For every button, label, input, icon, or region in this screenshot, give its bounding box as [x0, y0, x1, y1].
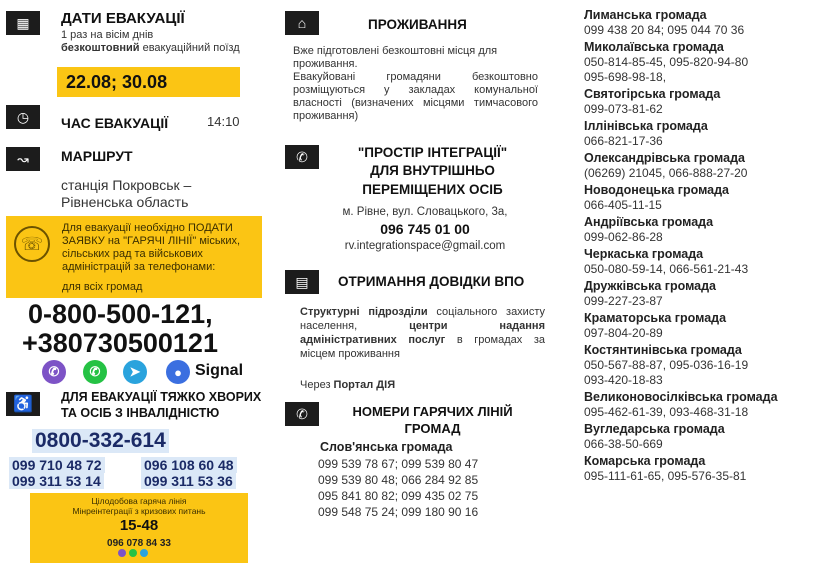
dates-line2-bold: безкоштовний	[61, 42, 140, 54]
housing-title: ПРОЖИВАННЯ	[368, 17, 467, 32]
space-title-1: "ПРОСТІР ІНТЕГРАЦІЇ"	[357, 145, 508, 160]
community-name: Комарська громада	[584, 454, 706, 468]
phone-chat-icon-2: ✆	[285, 402, 319, 426]
portal-line	[300, 379, 395, 392]
community-name: Великоновосілківська громада	[584, 390, 778, 404]
hotline-short: 15-48	[119, 517, 159, 534]
community-phone: 093-420-18-83	[584, 373, 663, 387]
space-title-2: ДЛЯ ВНУТРІШНЬО	[370, 163, 495, 178]
community-phone: (06269) 21045, 066-888-27-20	[584, 166, 748, 180]
operator-icon: ☏	[14, 226, 50, 262]
hotline-app-icons	[118, 549, 158, 559]
time-value: 14:10	[207, 114, 240, 129]
calendar-icon: ▦	[6, 11, 40, 35]
signal-label: Signal	[195, 362, 244, 379]
hot-title-2: ГРОМАД	[404, 421, 461, 436]
dates-line2	[61, 42, 240, 55]
community-phone: 066-821-17-36	[584, 134, 663, 148]
space-email: rv.integrationspace@gmail.com	[344, 240, 506, 252]
community-phone: 050-567-88-87, 095-036-16-19	[584, 358, 749, 372]
disabled-title-1: ДЛЯ ЕВАКУАЦІЇ ТЯЖКО ХВОРИХ	[61, 390, 262, 404]
community-name: Миколаївська громада	[584, 40, 724, 54]
wheelchair-icon: ♿	[6, 392, 40, 416]
vpo-text	[300, 305, 545, 361]
slov-name: Слов'янська громада	[320, 440, 453, 454]
community-name: Лиманська громада	[584, 8, 707, 22]
hot-title-1: НОМЕРИ ГАРЯЧИХ ЛІНІЙ	[352, 404, 513, 419]
vpo-text-1: соціального захисту населення,	[300, 306, 545, 332]
vpo-text-2: в громадах за місцем проживання	[300, 334, 545, 360]
housing-text-1: Вже підготовлені безкоштовні місця для проживання.	[293, 45, 498, 70]
vpo-title: ОТРИМАННЯ ДОВІДКИ ВПО	[338, 274, 525, 289]
community-name: Вугледарська громада	[584, 422, 725, 436]
slov-phone-3: 095 841 80 82; 099 435 02 75	[318, 489, 479, 503]
space-address: м. Рівне, вул. Словацького, 3а,	[342, 206, 508, 218]
community-name: Дружківська громада	[584, 279, 716, 293]
housing-text-2: Евакуйовані громадяни безкоштовно розміщуються у закладах комунальної власності (визначених місцями тимчасового проживання)	[293, 71, 538, 122]
signal-icon: ●	[166, 360, 190, 384]
community-phone: 099-227-23-87	[584, 294, 663, 308]
space-phone: 096 745 01 00	[380, 221, 470, 237]
phone-chat-icon: ✆	[285, 145, 319, 169]
portal-bold: Портал ДІЯ	[333, 379, 396, 391]
clock-icon: ◷	[6, 105, 40, 129]
document-icon: ▤	[285, 270, 319, 294]
dates-value: 22.08; 30.08	[66, 72, 168, 92]
disabled-phone-4: 099 311 53 36	[141, 473, 236, 489]
community-name: Святогірська громада	[584, 87, 721, 101]
slov-phone-1: 099 539 78 67; 099 539 80 47	[318, 457, 479, 471]
community-name: Іллінівська громада	[584, 119, 708, 133]
big-phone-2: +380730500121	[22, 328, 218, 358]
viber-icon: ✆	[42, 360, 66, 384]
viber-small-icon	[118, 549, 126, 557]
community-phone: 066-38-50-669	[584, 437, 663, 451]
vpo-bold-1: Структурні підрозділи	[300, 306, 428, 318]
space-title-3: ПЕРЕМІЩЕНИХ ОСІБ	[362, 182, 503, 197]
community-name: Андріївська громада	[584, 215, 714, 229]
apply-text: Для евакуації необхідно ПОДАТИ ЗАЯВКУ на "ГАРЯЧІ ЛІНІЇ" міських, сільських рад та військових адміністрацій за телефонами:	[62, 222, 241, 273]
big-phone-1: 0-800-500-121,	[28, 299, 213, 329]
house-icon: ⌂	[285, 11, 319, 35]
disabled-phone-2: 096 108 60 48	[141, 457, 237, 473]
community-phone: 095-462-61-39, 093-468-31-18	[584, 405, 749, 419]
route-line2: Рівненська область	[61, 194, 189, 210]
community-phone: 099-073-81-62	[584, 102, 663, 116]
disabled-phone-1: 099 710 48 72	[9, 457, 105, 473]
disabled-title-2: ТА ОСІБ З ІНВАЛІДНІСТЮ	[61, 406, 220, 420]
telegram-small-icon	[140, 549, 148, 557]
slov-phone-2: 099 539 80 48; 066 284 92 85	[318, 473, 479, 487]
vpo-bold-2: центри надання адміністративних послуг	[300, 320, 545, 346]
community-name: Костянтинівська громада	[584, 343, 742, 357]
apply-note: для всіх громад	[62, 281, 143, 293]
community-name: Черкаська громада	[584, 247, 704, 261]
community-name: Олександрівська громада	[584, 151, 745, 165]
community-phone: 099-062-86-28	[584, 230, 663, 244]
community-phone: 099 438 20 84; 095 044 70 36	[584, 23, 745, 37]
dates-title: ДАТИ ЕВАКУАЦІЇ	[61, 10, 185, 27]
community-phone: 095-111-61-65, 095-576-35-81	[584, 469, 747, 483]
portal-prefix: Через	[300, 379, 334, 391]
time-title: ЧАС ЕВАКУАЦІЇ	[61, 115, 169, 131]
hotline-phone: 096 078 84 33	[107, 538, 171, 549]
dates-line2-rest: евакуаційний поїзд	[139, 42, 240, 54]
telegram-icon: ➤	[123, 360, 147, 384]
community-phone: 066-405-11-15	[584, 198, 662, 212]
community-name: Новодонецька громада	[584, 183, 730, 197]
community-phone: 050-814-85-45, 095-820-94-80	[584, 55, 749, 69]
slov-phone-4: 099 548 75 24; 099 180 90 16	[318, 505, 479, 519]
disabled-phone-3: 099 311 53 14	[9, 473, 104, 489]
hotline-title-2: Мінреінтеграції з кризових питань	[72, 506, 206, 516]
community-phone: 097-804-20-89	[584, 326, 663, 340]
route-line1: станція Покровськ –	[61, 177, 192, 193]
community-name: Краматорська громада	[584, 311, 727, 325]
route-title: МАРШРУТ	[61, 148, 133, 164]
whatsapp-small-icon	[129, 549, 137, 557]
route-icon: ↝	[6, 147, 40, 171]
community-phone: 095-698-98-18,	[584, 70, 667, 84]
whatsapp-icon: ✆	[83, 360, 107, 384]
dates-line1: 1 раз на вісім днів	[61, 29, 154, 41]
community-phone: 050-080-59-14, 066-561-21-43	[584, 262, 749, 276]
hotline-title-1: Цілодобова гаряча лінія	[91, 496, 187, 506]
disabled-phone: 0800-332-614	[32, 429, 169, 453]
